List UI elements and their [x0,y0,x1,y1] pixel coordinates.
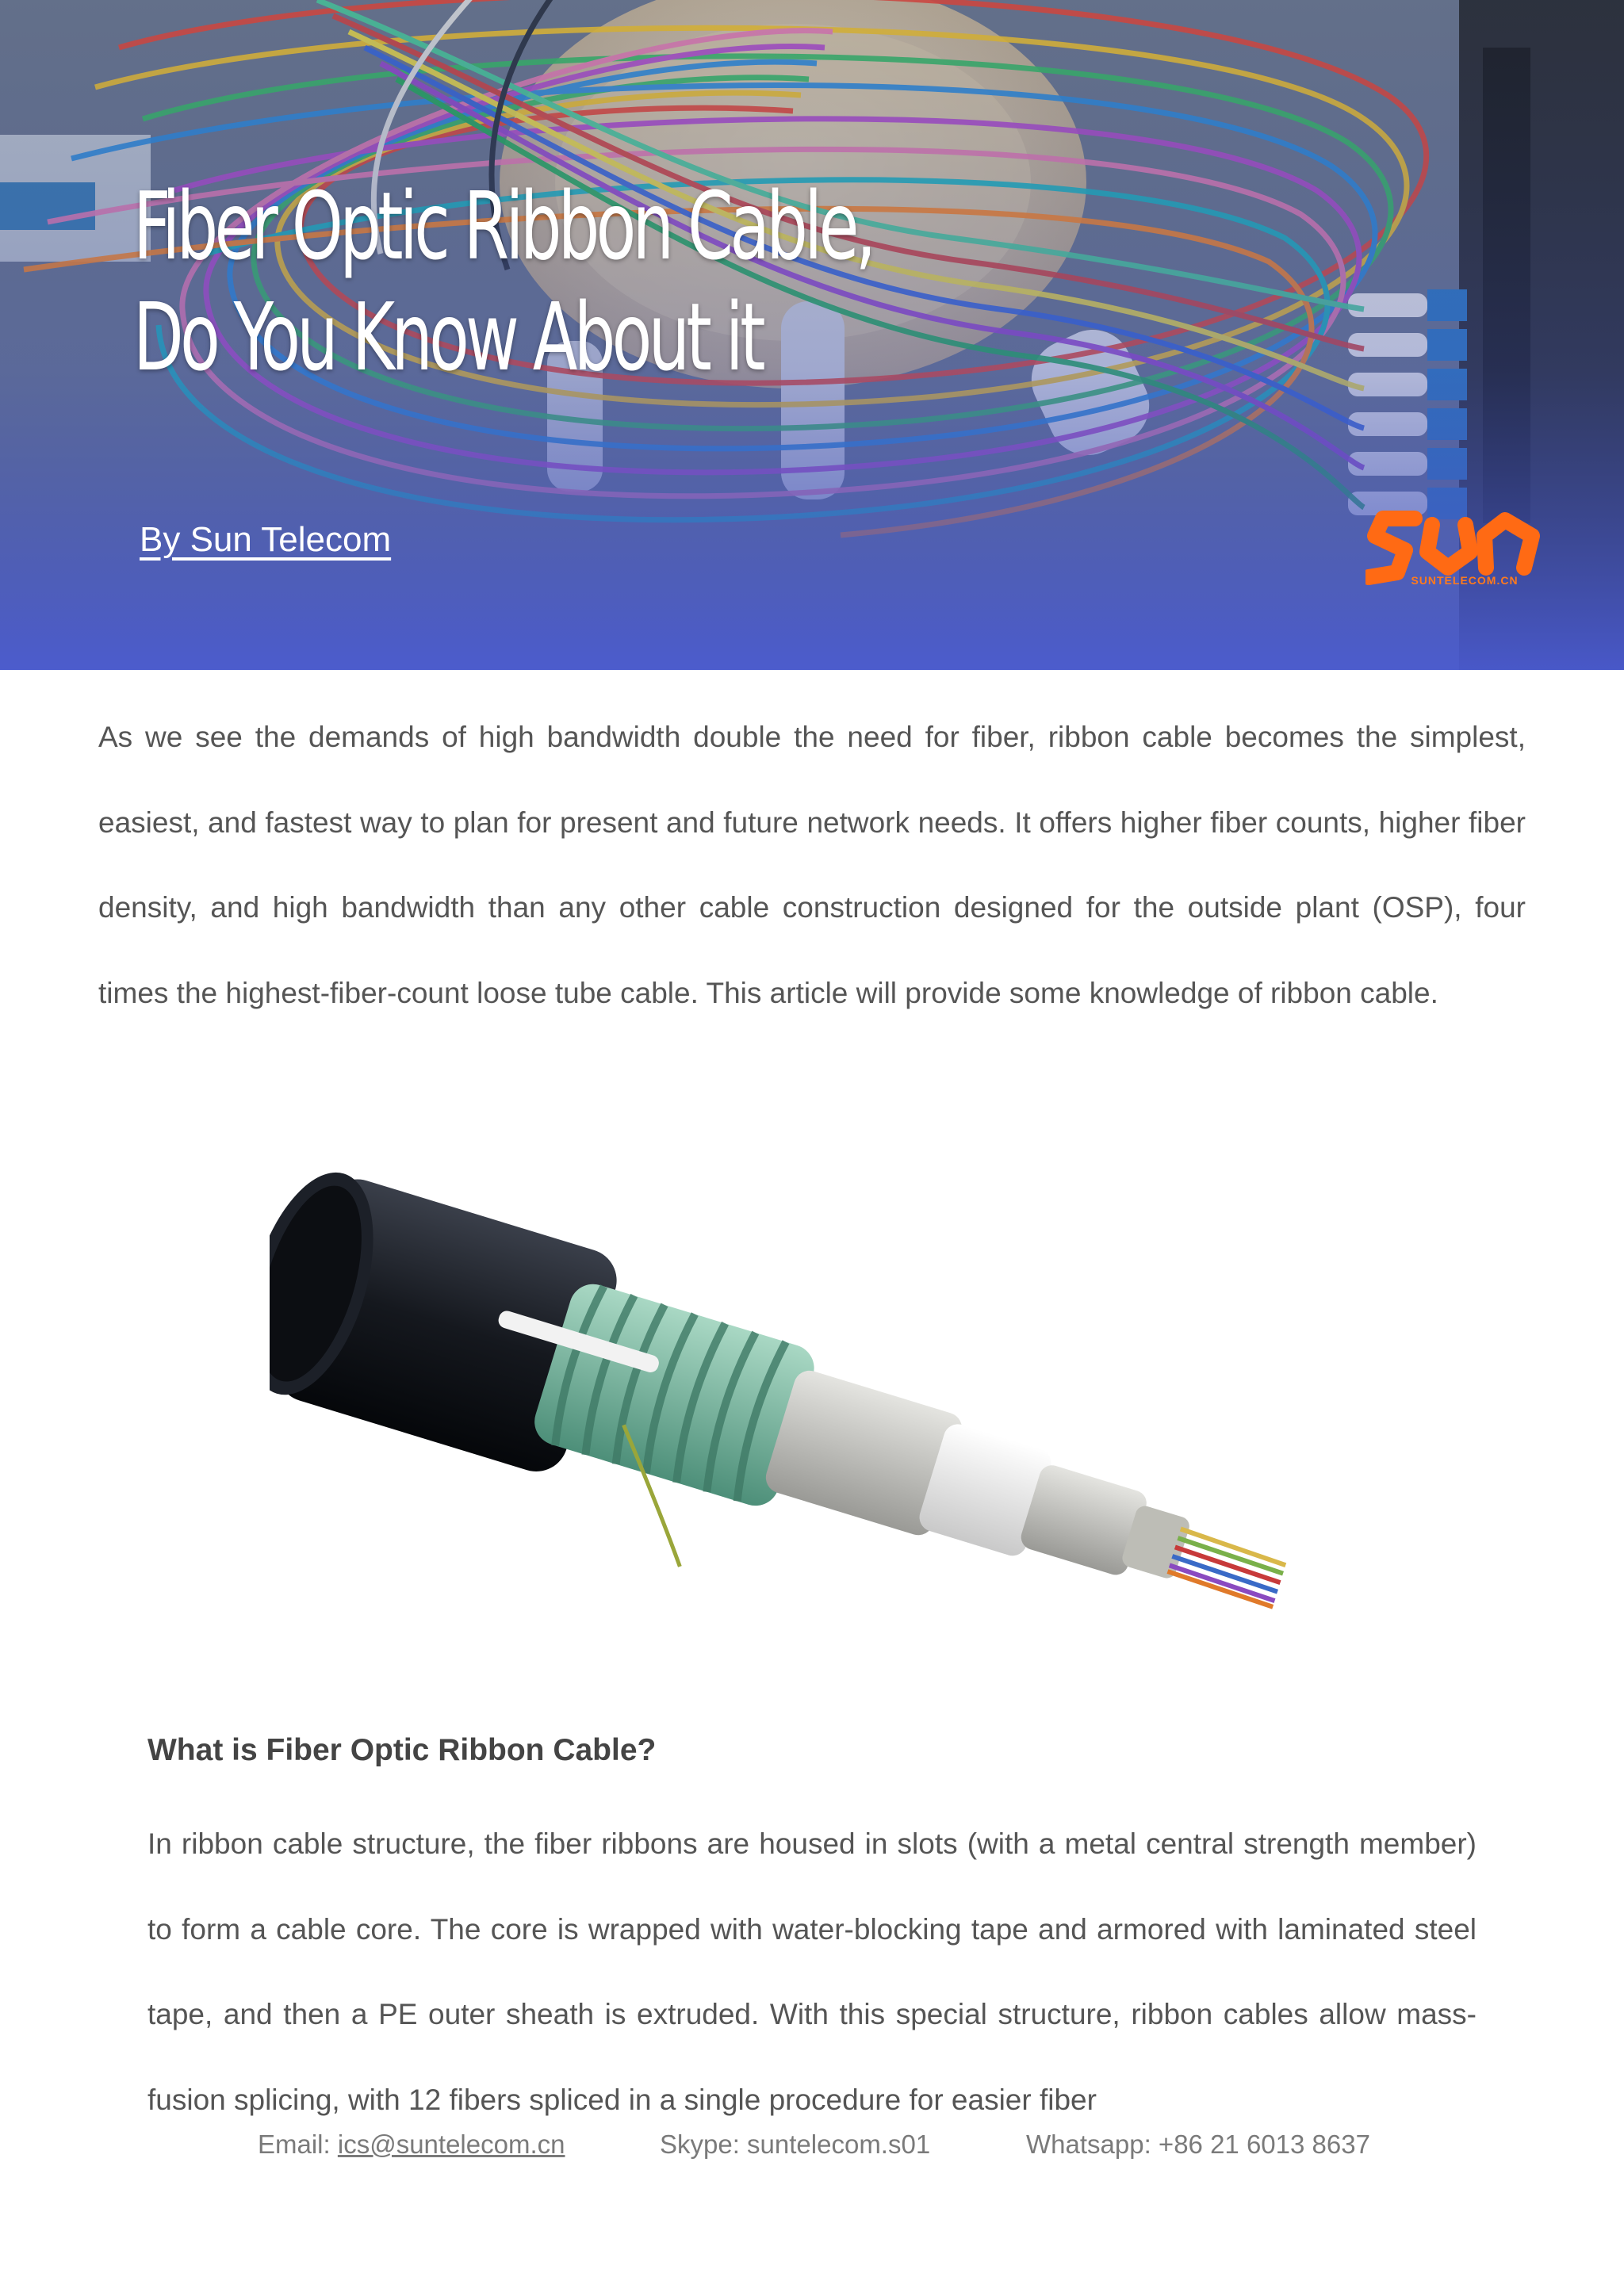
section-heading: What is Fiber Optic Ribbon Cable? [147,1733,657,1767]
footer-skype: Skype: suntelecom.s01 [660,2130,931,2159]
footer-email [258,2130,565,2160]
logo-caption: SUNTELECOM.CN [1411,574,1519,587]
intro-paragraph: As we see the demands of high bandwidth double the need for fiber, ribbon cable becomes the simplest, easiest, and fastest way to plan for present and future network needs. It offers higher fiber counts, higher fiber density, and high bandwidth than any other cable construction designed for the outside plant (OSP), four times the highest-fiber-count loose tube cable. This article will provide some knowledge of ribbon cable. [98,721,1526,1009]
hero-banner [0,0,1624,670]
page-title [133,170,872,392]
byline-link[interactable]: By Sun Telecom [140,520,392,559]
title-line-2: Do You Know About it [133,282,762,392]
title-line-1: Fiber Optic Ribbon Cable, [133,171,873,281]
email-label: Email: [258,2130,338,2159]
contact-footer [0,2130,1624,2169]
ribbon-cable-image [270,1158,1332,1681]
email-link[interactable]: ics@suntelecom.cn [337,2130,565,2159]
footer-whatsapp: Whatsapp: +86 21 6013 8637 [1026,2130,1370,2159]
section-paragraph: In ribbon cable structure, the fiber ribbons are housed in slots (with a metal central strength member) to form a cable core. The core is wrapped with water-blocking tape and armored with laminated steel tape, and then a PE outer sheath is extruded. With this special structure, ribbon cables allow mass-fusion splicing, with 12 fibers spliced in a single procedure for easier fiber [147,1827,1477,2116]
